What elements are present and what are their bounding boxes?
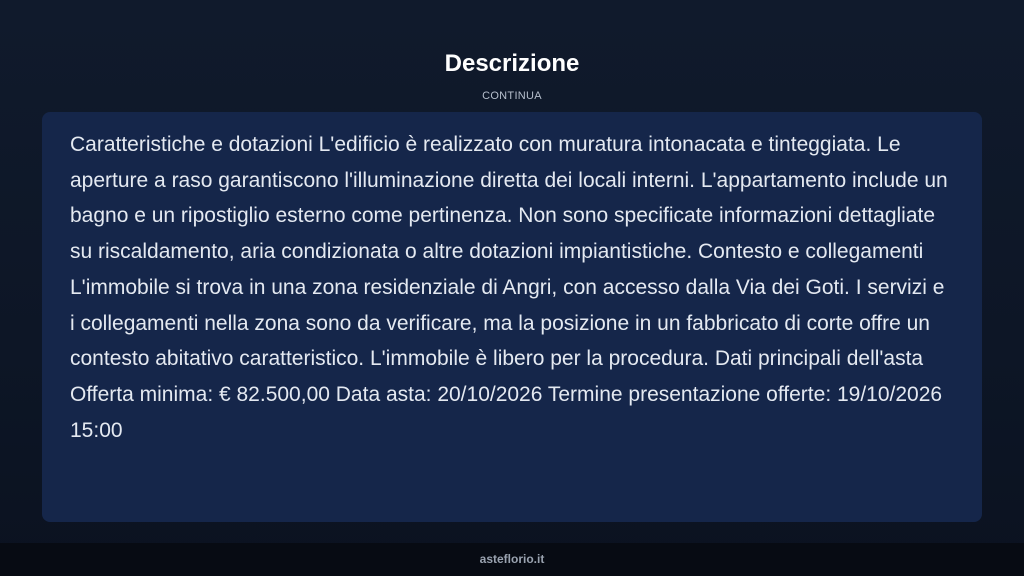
description-card [42,112,982,522]
continua-label: CONTINUA [482,90,542,102]
page-title: Descrizione [444,50,580,77]
footer-bar [0,543,1024,576]
description-text: Caratteristiche e dotazioni L'edificio è realizzato con muratura intonacata e tinteggiata. Le aperture a raso garantiscono l'illuminazione diretta dei locali interni. L'appartamento include un bagno e un ripostiglio esterno come pertinenza. Non sono specificate informazioni dettagliate su riscaldamento, aria condizionata o altre dotazioni impiantistiche. Contesto e collegamenti L'immobile si trova in una zona residenziale di Angri, con accesso dalla Via dei Goti. I servizi e i collegamenti nella zona sono da verificare, ma la posizione in un fabbricato di corte offre un contesto abitativo caratteristico. L'immobile è libero per la procedura. Dati principali dell'asta Offerta minima: € 82.500,00 Data asta: 20/10/2026 Termine presentazione offerte: 19/10/2026 15:00 [70,133,948,442]
site-name: asteflorio.it [479,552,545,566]
